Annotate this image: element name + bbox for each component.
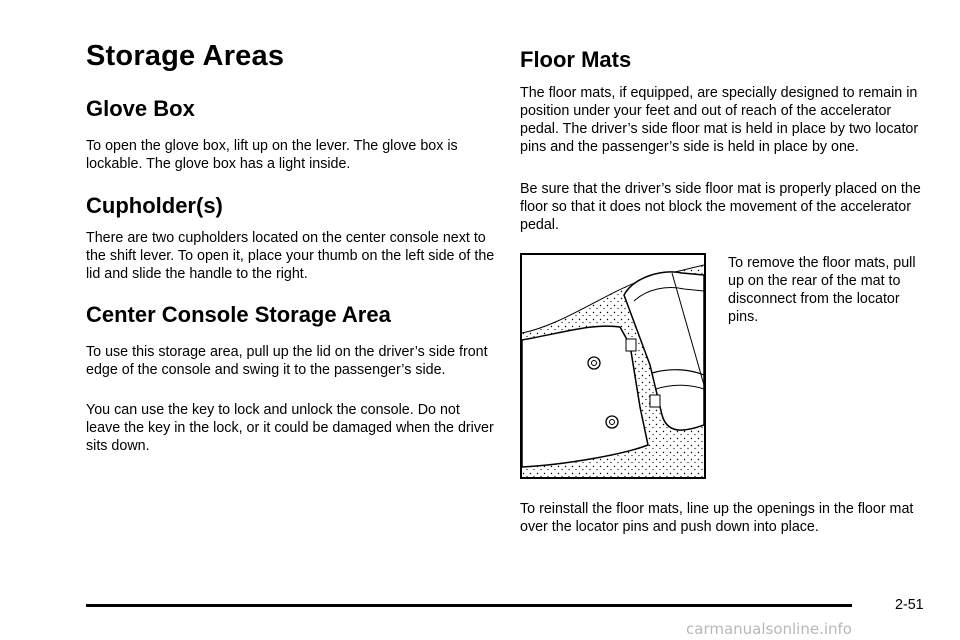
footer-rule (86, 604, 852, 607)
watermark: carmanualsonline.info (686, 620, 852, 638)
glove-box-heading: Glove Box (86, 96, 195, 121)
floor-mat-drawing (522, 255, 704, 477)
page-number: 2-51 (895, 597, 924, 613)
cupholders-heading: Cupholder(s) (86, 193, 223, 218)
floor-mats-heading: Floor Mats (520, 47, 632, 72)
cupholders-text: There are two cupholders located on the center console next to the shift lever. To open it, place your thumb on the left side of the lid and slide the handle to the right. (86, 230, 495, 282)
console-heading: Center Console Storage Area (86, 302, 391, 327)
floor-mats-text-2: Be sure that the driver’s side floor mat is properly placed on the floor so that it does not block the movement of the accelerator pedal. (520, 181, 921, 233)
console-text-1: To use this storage area, pull up the lid on the driver’s side front edge of the console and swing it to the passenger’s side. (86, 344, 488, 378)
floor-mats-text-1: The floor mats, if equipped, are specially designed to remain in position under your feet and out of reach of the accelerator pedal. The driver’s side floor mat is held in place by two locator pins and the passenger’s side is held in place by one. (520, 85, 919, 155)
remove-mats-text: To remove the floor mats, pull up on the rear of the mat to disconnect from the locator pins. (728, 255, 916, 325)
page-title: Storage Areas (86, 40, 285, 72)
glove-box-text: To open the glove box, lift up on the lever. The glove box is lockable. The glove box has a light inside. (86, 138, 458, 172)
floor-mat-illustration (520, 253, 706, 479)
console-text-2: You can use the key to lock and unlock the console. Do not leave the key in the lock, or it could be damaged when the driver sits down. (86, 402, 494, 454)
floor-mats-text-3: To reinstall the floor mats, line up the openings in the floor mat over the locator pins and push down into place. (520, 501, 914, 535)
